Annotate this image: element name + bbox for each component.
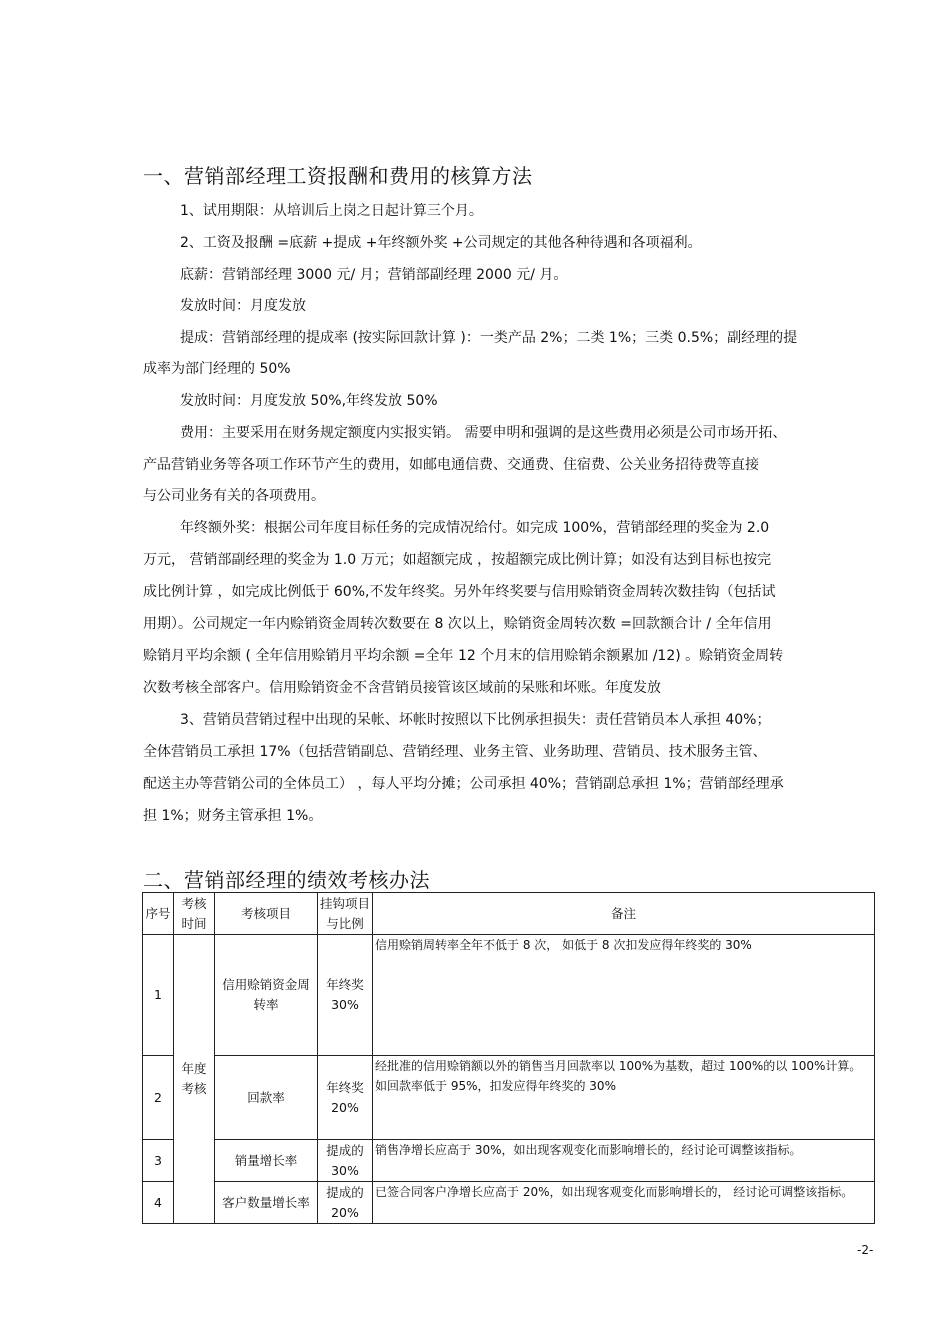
row-number-cell: 4 <box>143 1182 174 1224</box>
note-cell: 信用赊销周转率全年不低于 8 次， 如低于 8 次扣发应得年终奖的 30% <box>373 935 875 1056</box>
item-cell: 客户数量增长率 <box>215 1182 318 1224</box>
table-header-row <box>143 893 875 935</box>
paragraph-line: 发放时间：月度发放 <box>180 298 306 314</box>
item-cell: 销量增长率 <box>215 1140 318 1182</box>
paragraph-line: 2、工资及报酬 =底薪 +提成 +年终额外奖 +公司规定的其他各种待遇和各项福利。 <box>180 235 702 251</box>
note-cell: 销售净增长应高于 30%，如出现客观变化而影响增长的，经讨论可调整该指标。 <box>373 1140 875 1182</box>
paragraph-line: 发放时间：月度发放 50%,年终发放 50% <box>180 393 438 409</box>
table-row <box>143 1056 875 1140</box>
paragraph-line: 担 1%；财务主管承担 1%。 <box>143 808 323 824</box>
table-row <box>143 1182 875 1224</box>
paragraph-line: 年终额外奖：根据公司年度目标任务的完成情况给付。如完成 100%，营销部经理的奖金为 2.0 <box>180 520 770 536</box>
ratio-cell: 年终奖 30% <box>318 935 373 1056</box>
section2-title: 二、营销部经理的绩效考核办法 <box>143 868 430 892</box>
note-cell: 已签合同客户净增长应高于 20%，如出现客观变化而影响增长的， 经讨论可调整该指标。 <box>373 1182 875 1224</box>
paragraph-line: 1、试用期限：从培训后上岗之日起计算三个月。 <box>180 203 483 219</box>
ratio-cell: 提成的 20% <box>318 1182 373 1224</box>
row-number-cell: 1 <box>143 935 174 1056</box>
paragraph-line: 提成：营销部经理的提成率 (按实际回款计算 )：一类产品 2%；二类 1%；三类 0.5%；副经理的提 <box>180 330 798 346</box>
paragraph-line: 配送主办等营销公司的全体员工） ，每人平均分摊；公司承担 40%；营销副总承担 1%；营销部经理承 <box>143 776 784 792</box>
row-number-cell: 3 <box>143 1140 174 1182</box>
paragraph-line: 产品营销业务等各项工作环节产生的费用，如邮电通信费、交通费、住宿费、公关业务招待费等直接 <box>143 457 759 473</box>
paragraph-line: 次数考核全部客户。信用赊销资金不含营销员接管该区域前的呆账和坏账。年度发放 <box>143 680 661 696</box>
paragraph-line: 底薪：营销部经理 3000 元/ 月；营销部副经理 2000 元/ 月。 <box>180 267 568 283</box>
ratio-cell: 年终奖 20% <box>318 1056 373 1140</box>
paragraph-line: 成比例计算 ，如完成比例低于 60%,不发年终奖。另外年终奖要与信用赊销资金周转次数挂钩（包括试 <box>143 584 776 600</box>
header-cell: 挂钩项目与比例 <box>318 893 373 935</box>
header-cell: 考核时间 <box>174 893 215 935</box>
paragraph-line: 赊销月平均余额 ( 全年信用赊销月平均余额 =全年 12 个月末的信用赊销余额累加 /12) 。赊销资金周转 <box>143 648 784 664</box>
time-cell: 年度考核 <box>174 935 215 1224</box>
paragraph-line: 与公司业务有关的各项费用。 <box>143 488 325 504</box>
item-cell: 回款率 <box>215 1056 318 1140</box>
paragraph-line: 成率为部门经理的 50% <box>143 361 291 377</box>
note-cell: 经批准的信用赊销额以外的销售当月回款率以 100%为基数，超过 100%的以 100%计算。如回款率低于 95%，扣发应得年终奖的 30% <box>373 1056 875 1140</box>
table-row <box>143 1140 875 1182</box>
paragraph-line: 用期）。公司规定一年内赊销资金周转次数要在 8 次以上，赊销资金周转次数 =回款额合计 / 全年信用 <box>143 616 772 632</box>
section1-title: 一、营销部经理工资报酬和费用的核算方法 <box>143 164 533 188</box>
header-cell: 序号 <box>143 893 174 935</box>
ratio-cell: 提成的 30% <box>318 1140 373 1182</box>
header-cell: 考核项目 <box>215 893 318 935</box>
paragraph-line: 费用：主要采用在财务规定额度内实报实销。 需要申明和强调的是这些费用必须是公司市场开拓、 <box>180 425 787 441</box>
item-cell: 信用赊销资金周转率 <box>215 935 318 1056</box>
paragraph-line: 3、营销员营销过程中出现的呆帐、坏帐时按照以下比例承担损失：责任营销员本人承担 40%； <box>180 712 771 728</box>
assessment-table <box>142 892 875 1224</box>
page-number: -2- <box>857 1243 874 1257</box>
header-cell: 备注 <box>373 893 875 935</box>
paragraph-line: 全体营销员工承担 17%（包括营销副总、营销经理、业务主管、业务助理、营销员、技术服务主管、 <box>143 744 767 760</box>
row-number-cell: 2 <box>143 1056 174 1140</box>
paragraph-line: 万元， 营销部副经理的奖金为 1.0 万元；如超额完成 ，按超额完成比例计算；如没有达到目标也按完 <box>143 552 772 568</box>
table-row <box>143 935 875 1056</box>
